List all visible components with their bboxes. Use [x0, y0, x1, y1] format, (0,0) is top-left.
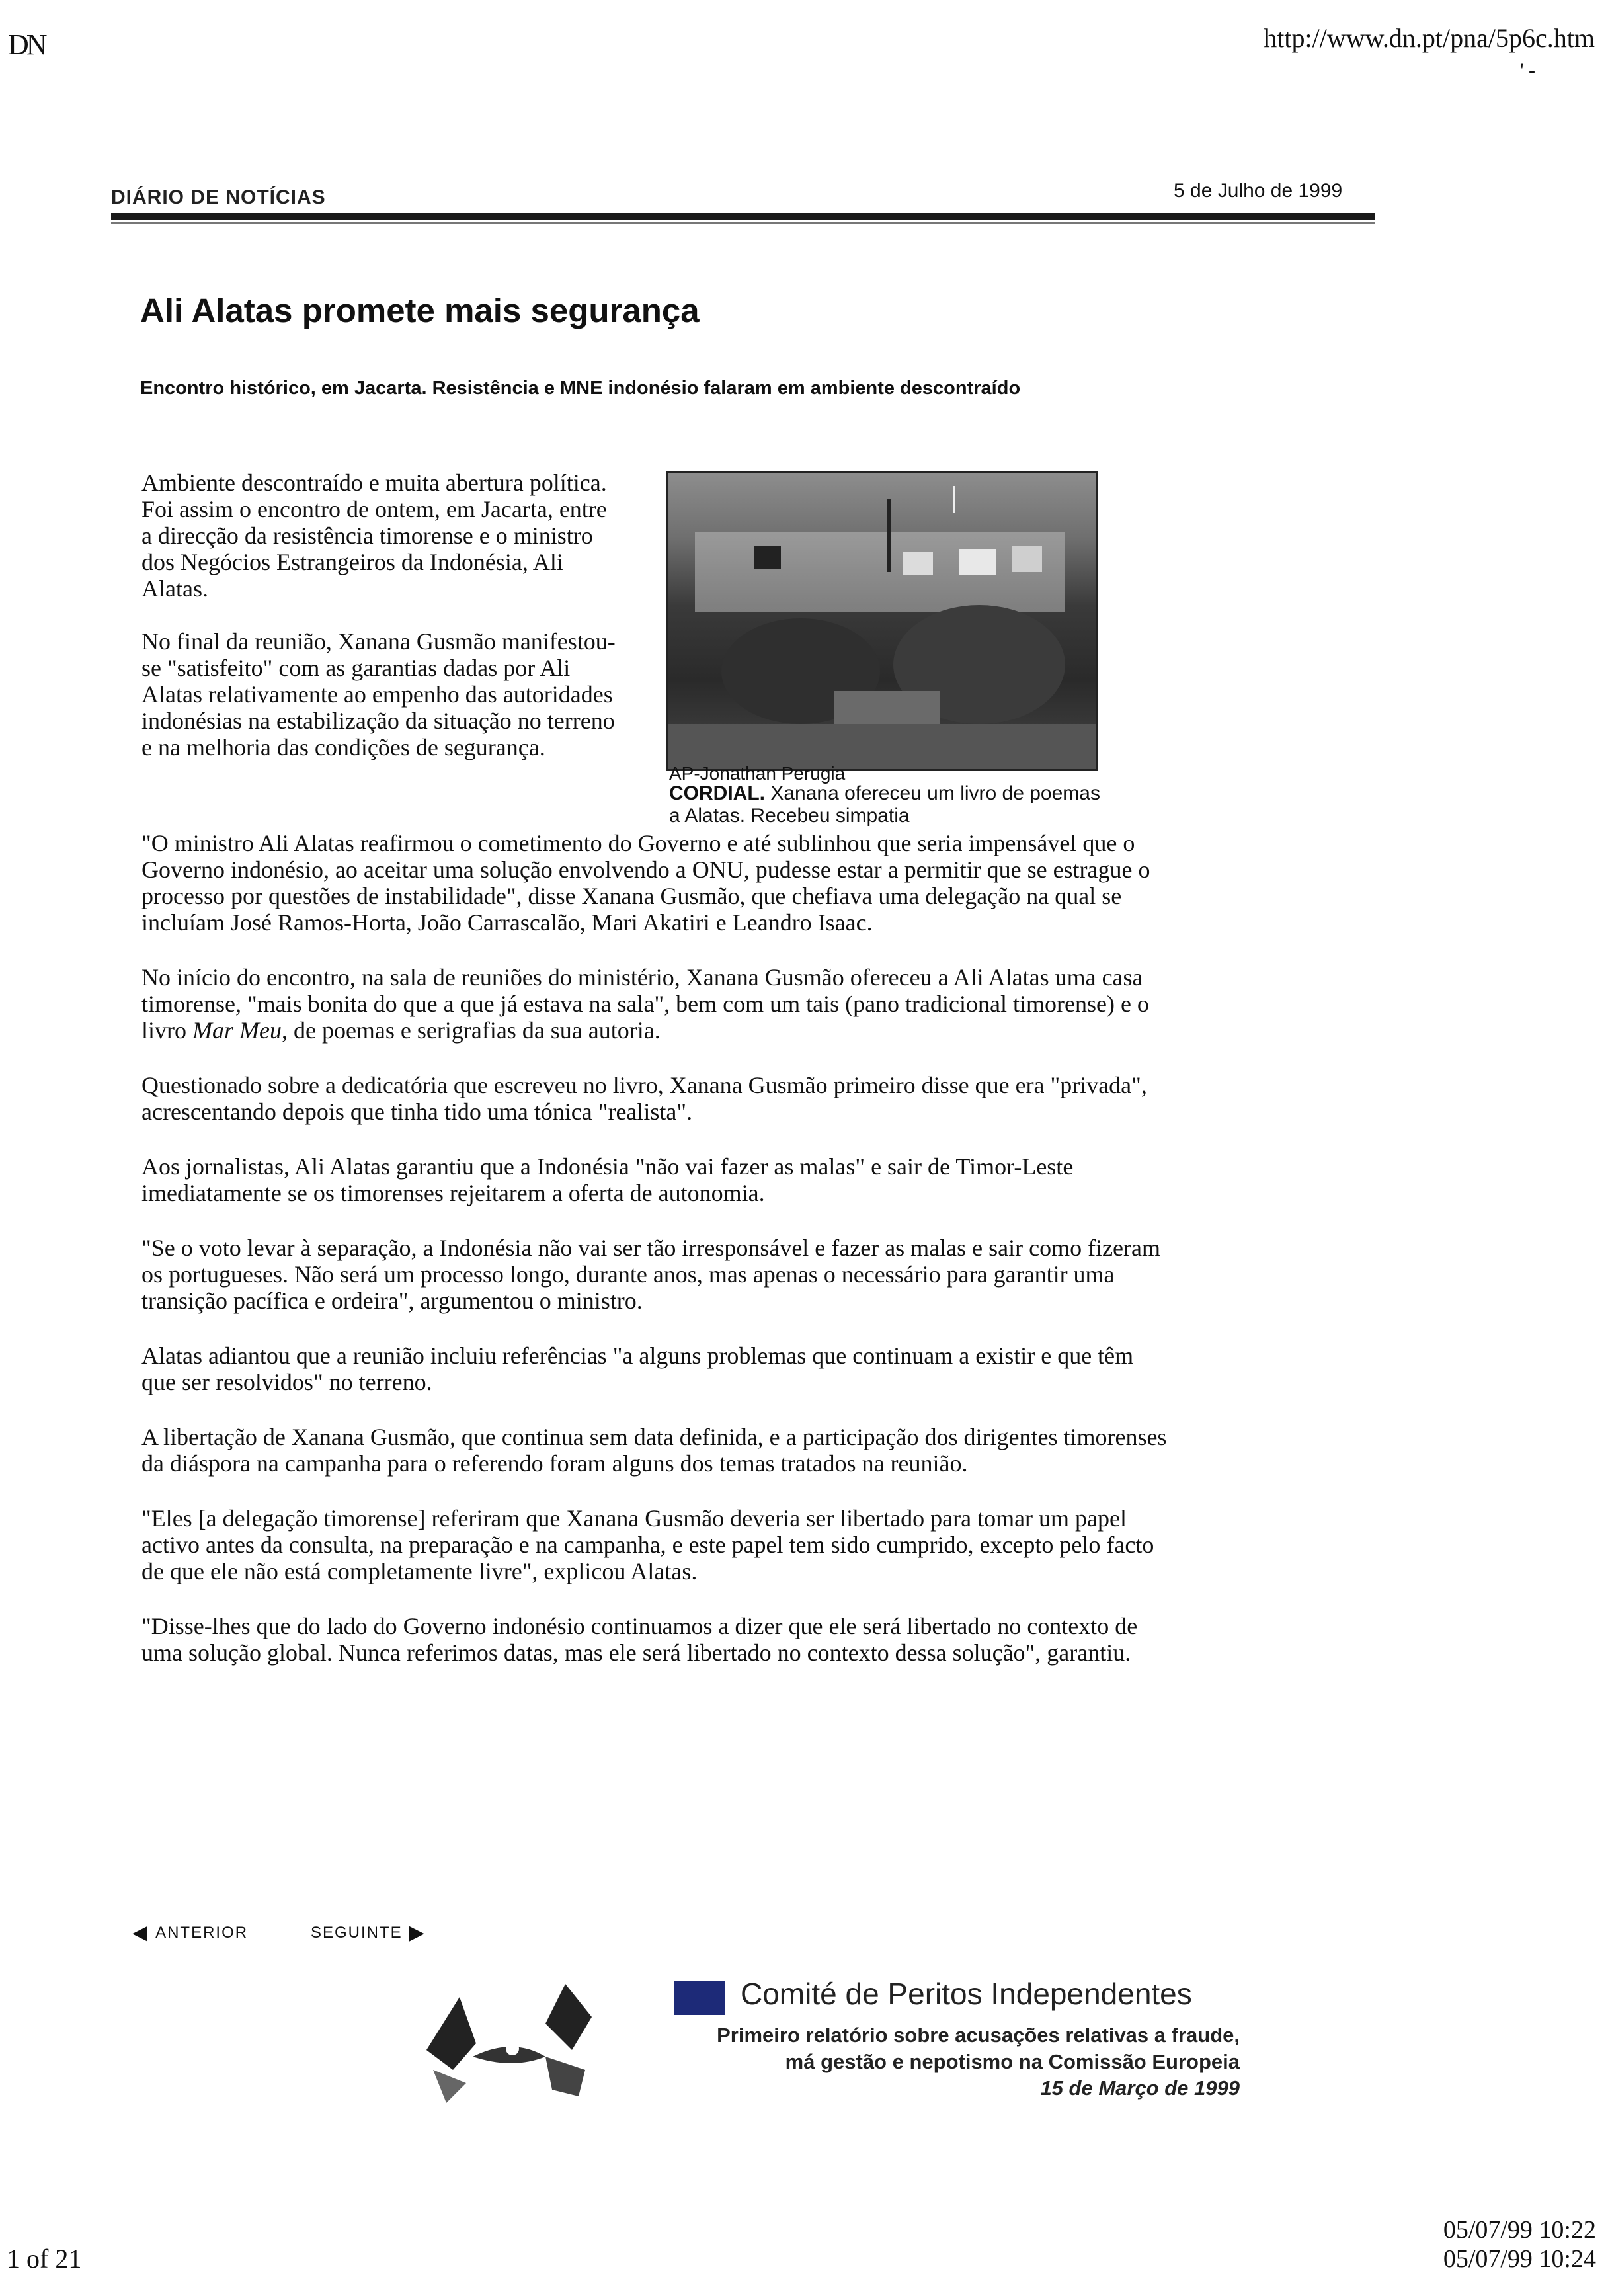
- print-timestamp: 05/07/99 10:24: [1443, 2245, 1596, 2273]
- masthead-brand: DIÁRIO DE NOTÍCIAS: [111, 186, 326, 208]
- masthead-rule: [111, 213, 1375, 220]
- article-paragraph: Alatas adiantou que a reunião incluiu referências "a alguns problemas que continuam a existir e que têm que ser resolvidos" no terreno.: [141, 1342, 1134, 1395]
- banner-title[interactable]: Comité de Peritos Independentes: [741, 1977, 1192, 2011]
- gift-text-after: , de poemas e serigrafias da sua autoria.: [281, 1017, 661, 1044]
- banner-line: Primeiro relatório sobre acusações relativas a fraude,: [717, 2024, 1240, 2047]
- next-label: SEGUINTE: [311, 1923, 403, 1942]
- photo-caption-lead: CORDIAL.: [669, 782, 765, 804]
- photo-credit: AP-Jonathan Perugia: [669, 763, 846, 784]
- article-lead: Encontro histórico, em Jacarta. Resistência e MNE indonésio falaram em ambiente descontraído: [140, 378, 1021, 399]
- banner-line: má gestão e nepotismo na Comissão Europeia: [785, 2050, 1240, 2073]
- photo-caption-text: Xanana ofereceu um livro de poemas a Alatas. Recebeu simpatia: [669, 782, 1100, 827]
- print-timestamp: 05/07/99 10:22: [1443, 2216, 1596, 2244]
- book-title: Mar Meu: [192, 1017, 282, 1044]
- eu-flag-icon: [674, 1981, 725, 2015]
- banner-date: 15 de Março de 1999: [1040, 2076, 1240, 2100]
- article-paragraph: "O ministro Ali Alatas reafirmou o cometimento do Governo e até sublinhou que seria impensável que o Governo indonésio, ao aceitar uma solução envolvendo a ONU, pudesse estar a permitir que se estrague o processo por questões de instabilidade", disse Xanana Gusmão, que chefiava uma delegação na qual se incluíam José Ramos-Horta, João Carrascalão, Mari Akatiri e Leandro Isaac.: [141, 830, 1150, 936]
- masthead-date: 5 de Julho de 1999: [1174, 180, 1343, 202]
- gift-text-before: No início do encontro, na sala de reuniões do ministério, Xanana Gusmão ofereceu a Ali Alatas uma casa timorense, "mais bonita do que a que já estava na sala", bem com um tais (pano tradicional timorense) e o livro: [141, 964, 1149, 1044]
- article-paragraph: Ambiente descontraído e muita abertura política. Foi assim o encontro de ontem, em Jacarta, entre a direcção da resistência timorense e o ministro dos Negócios Estrangeiros da Indonésia, Ali Alatas.: [141, 470, 607, 602]
- article-photo: [666, 471, 1098, 771]
- header-url[interactable]: http://www.dn.pt/pna/5p6c.htm: [1264, 23, 1595, 53]
- page-counter: 1 of 21: [7, 2244, 82, 2274]
- header-site-label: DN: [8, 28, 45, 61]
- article-paragraph: No final da reunião, Xanana Gusmão manifestou-se "satisfeito" com as garantias dadas por Ali Alatas relativamente ao empenho das autoridades indonésias na estabilização da situação no terreno e na melhoria das condições de segurança.: [141, 628, 616, 760]
- print-timestamps: [1443, 2215, 1596, 2274]
- decorative-logo[interactable]: [413, 1971, 612, 2110]
- banner-subtitle: [651, 2022, 1240, 2102]
- article-paragraph: "Eles [a delegação timorense] referiram que Xanana Gusmão deveria ser libertado para tomar um papel activo antes da consulta, na preparação e na campanha, e este papel tem sido cumprido, excepto pelo facto de que ele não está completamente livre", explicou Alatas.: [141, 1505, 1154, 1584]
- arrow-left-icon: ◀: [132, 1922, 149, 1944]
- article-paragraph: Aos jornalistas, Ali Alatas garantiu que a Indonésia "não vai fazer as malas" e sair de Timor-Leste imediatamente se os timorenses rejeitarem a oferta de autonomia.: [141, 1153, 1074, 1206]
- article-column: [141, 470, 618, 760]
- abstract-figures-icon: [413, 1971, 612, 2110]
- article-paragraph: [141, 964, 1173, 1044]
- article-title: Ali Alatas promete mais segurança: [140, 292, 700, 329]
- previous-label: ANTERIOR: [155, 1923, 249, 1942]
- arrow-right-icon: ▶: [409, 1922, 426, 1944]
- article-paragraph: "Se o voto levar à separação, a Indonésia não vai ser tão irresponsável e fazer as malas e sair como fizeram os portugueses. Não será um processo longo, durante anos, mas apenas o necessário para garantir uma transição pacífica e ordeira", argumentou o ministro.: [141, 1235, 1161, 1314]
- next-link[interactable]: [311, 1921, 426, 1944]
- article-paragraph: A libertação de Xanana Gusmão, que continua sem data definida, e a participação dos dirigentes timorenses da diáspora na campanha para o referendo foram alguns dos temas tratados na reunião.: [141, 1424, 1167, 1477]
- previous-link[interactable]: [132, 1921, 248, 1944]
- meeting-photo-illustration: [668, 473, 1096, 769]
- article-paragraph: Questionado sobre a dedicatória que escreveu no livro, Xanana Gusmão primeiro disse que era "privada", acrescentando depois que tinha tido uma tónica "realista".: [141, 1072, 1147, 1125]
- article-body: [141, 830, 1173, 1694]
- masthead-rule-thin: [111, 222, 1375, 224]
- header-mark: ' -: [1520, 60, 1535, 81]
- photo-caption: [669, 782, 1106, 827]
- article-paragraph: "Disse-lhes que do lado do Governo indonésio continuamos a dizer que ele será libertado no contexto de uma solução global. Nunca referimos datas, mas ele será libertado no contexto dessa solução", garantiu.: [141, 1613, 1138, 1666]
